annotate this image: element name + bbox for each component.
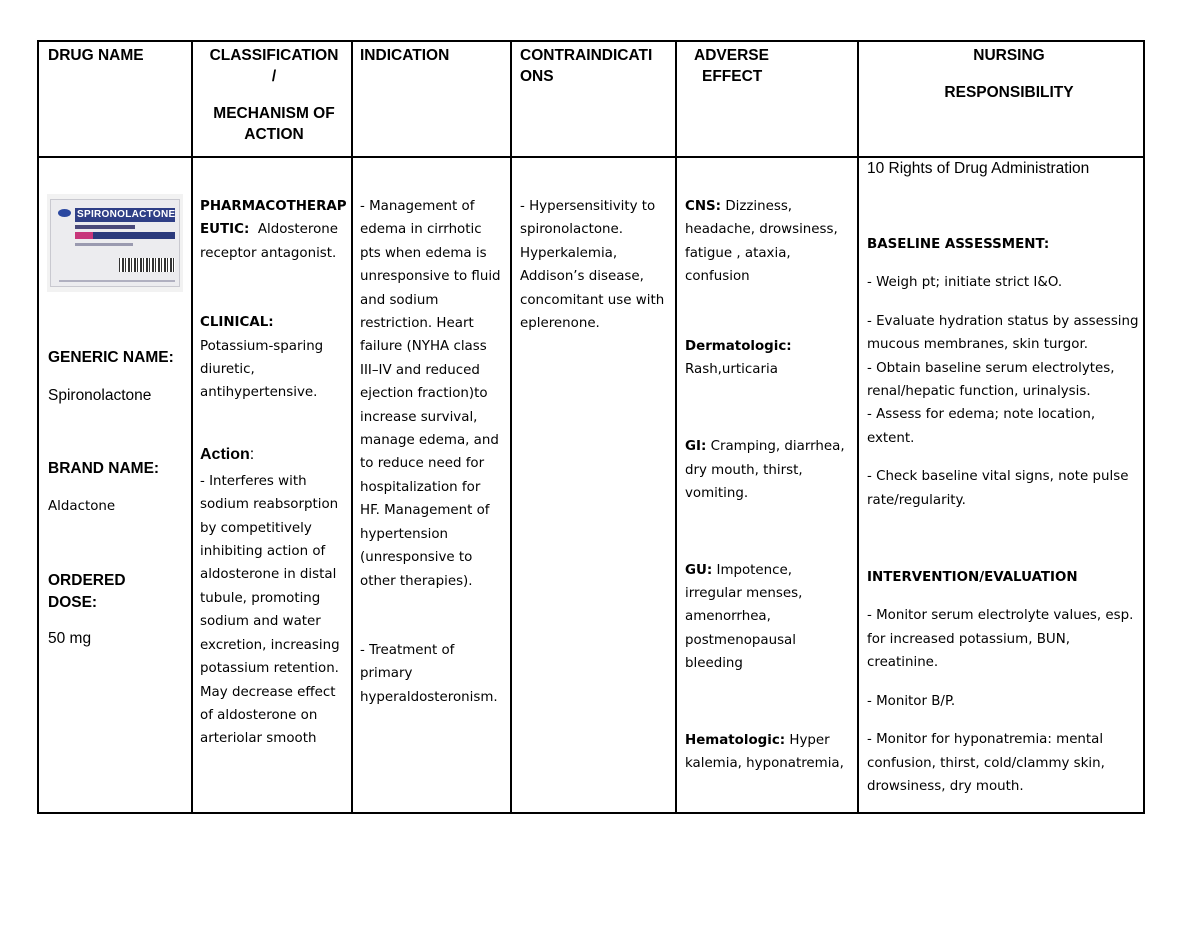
text-line: mucous membranes, skin turgor. <box>867 337 1088 353</box>
text-line: creatinine. <box>867 655 939 671</box>
header-text: CONTRAINDICATI <box>520 47 653 64</box>
cns-label: CNS: <box>685 199 722 214</box>
text-line: - Monitor for hyponatremia: mental <box>867 732 1104 748</box>
text-line: - Treatment of <box>360 642 455 658</box>
cns-value: Dizziness, <box>725 199 793 214</box>
gu-value <box>685 582 855 676</box>
text-line: HF. Management of <box>360 503 490 519</box>
text-line: headache, drowsiness, <box>685 222 838 238</box>
text-line: dry mouth, thirst, <box>685 462 803 478</box>
package-subline <box>75 225 135 229</box>
text-line: rate/regularity. <box>867 492 966 508</box>
text-line: sodium reabsorption <box>200 497 339 513</box>
text-line: May decrease effect <box>200 684 336 700</box>
intervention-item <box>867 604 1143 674</box>
text-line: manage edema, and <box>360 433 499 449</box>
contraindications-cell <box>520 195 674 335</box>
text-line: to reduce need for <box>360 456 485 472</box>
text-line: postmenopausal <box>685 632 796 648</box>
text-line: Potassium-sparing <box>200 338 324 354</box>
text-line: Hyperkalemia, <box>520 245 618 261</box>
ordered-dose-label: ORDERED <box>48 572 126 589</box>
text-line: unresponsive to fluid <box>360 269 501 285</box>
text-line: by competitively <box>200 520 312 536</box>
text-line: confusion, thirst, cold/clammy skin, <box>867 755 1105 771</box>
baseline-assessment-section <box>867 233 1143 798</box>
text-line: - Hypersensitivity to <box>520 199 656 214</box>
header-text: CLASSIFICATION <box>209 47 339 64</box>
header-drug-name <box>48 45 144 66</box>
text-line: edema in cirrhotic <box>360 222 482 238</box>
text-line: failure (NYHA class <box>360 339 487 355</box>
header-text: INDICATION <box>360 47 450 64</box>
text-line: extent. <box>867 430 915 446</box>
header-contraindications <box>520 45 652 87</box>
text-line: potassium retention. <box>200 661 339 677</box>
ordered-dose-block <box>48 570 126 650</box>
header-divider <box>39 156 1143 158</box>
text-line: - Monitor serum electrolyte values, esp. <box>867 608 1134 624</box>
package-footer-line <box>59 280 175 282</box>
hematologic-value <box>685 752 855 775</box>
text-line: irregular menses, <box>685 586 803 602</box>
header-text: RESPONSIBILITY <box>944 84 1074 101</box>
ten-rights-heading: 10 Rights of Drug Administration <box>867 160 1090 177</box>
drug-package <box>50 199 180 287</box>
header-text: NURSING <box>973 47 1045 64</box>
text-line: spironolactone. <box>520 222 623 238</box>
text-line: excretion, increasing <box>200 637 340 653</box>
pharmacotherapeutic-label: EUTIC: <box>200 222 250 238</box>
pharmacotherapeutic-value: Aldosterone <box>257 222 339 238</box>
text-line: diuretic, <box>200 362 255 378</box>
dermatologic-label: Dermatologic: <box>685 338 792 354</box>
header-text: ACTION <box>244 126 304 143</box>
text-line: confusion <box>685 269 750 285</box>
text-line: - Interferes with <box>200 473 307 489</box>
text-line: aldosterone in distal <box>200 567 337 583</box>
text-line: kalemia, hyponatremia, <box>685 756 844 772</box>
text-line: III–IV and reduced <box>360 362 480 378</box>
drug-package-image <box>47 194 183 292</box>
generic-name-block <box>48 347 174 407</box>
action-value <box>200 470 348 751</box>
generic-name-value: Spironolactone <box>48 387 152 404</box>
text-line: of aldosterone on <box>200 707 318 723</box>
dermatologic-value: Rash,urticaria <box>685 362 778 378</box>
text-line: antihypertensive. <box>200 385 318 401</box>
intervention-item: - Monitor B/P. <box>867 693 956 709</box>
gi-value <box>685 459 855 506</box>
gi-value: Cramping, diarrhea, <box>710 439 845 455</box>
text-line: amenorrhea, <box>685 609 771 625</box>
pharmacotherapeutic-value: receptor antagonist. <box>200 245 337 261</box>
text-line: - Obtain baseline serum electrolytes, <box>867 360 1115 376</box>
text-line: bleeding <box>685 656 743 672</box>
text-line: inhibiting action of <box>200 544 326 560</box>
header-text: DRUG NAME <box>48 47 144 64</box>
action-label: Action <box>200 445 250 463</box>
contraindications-text <box>520 195 674 335</box>
header-classification <box>199 45 349 145</box>
indication-cell <box>360 195 508 709</box>
text-line: arteriolar smooth <box>200 731 317 747</box>
text-line: - Management of <box>360 199 475 214</box>
text-line: other therapies). <box>360 573 473 589</box>
text-line: (unresponsive to <box>360 550 473 566</box>
intervention-evaluation-label: INTERVENTION/EVALUATION <box>867 570 1078 586</box>
ordered-dose-value: 50 mg <box>48 630 92 647</box>
gi-label: GI: <box>685 439 707 455</box>
barcode-icon <box>119 258 175 272</box>
header-indication <box>360 45 449 66</box>
text-line: - Evaluate hydration status by assessing <box>867 313 1139 329</box>
text-line: primary <box>360 666 413 682</box>
brand-name-block <box>48 458 159 518</box>
brand-name-value: Aldactone <box>48 499 116 514</box>
classification-cell <box>200 195 348 751</box>
text-line: - Assess for edema; note location, <box>867 407 1096 423</box>
header-adverse-effect <box>694 45 769 87</box>
text-line: for increased potassium, BUN, <box>867 631 1070 647</box>
pharmacotherapeutic-label: PHARMACOTHERAP <box>200 199 347 214</box>
text-line: Addison’s disease, <box>520 269 644 285</box>
adverse-effect-cell <box>685 195 855 776</box>
baseline-item <box>867 310 1143 450</box>
generic-name-label: GENERIC NAME: <box>48 349 174 366</box>
hematologic-label: Hematologic: <box>685 732 786 748</box>
intervention-item <box>867 728 1143 798</box>
cns-value <box>685 218 855 288</box>
action-label: : <box>249 445 255 463</box>
nursing-responsibility-cell <box>867 159 1143 798</box>
baseline-assessment-label: BASELINE ASSESSMENT: <box>867 237 1050 252</box>
package-text-line <box>75 243 133 246</box>
baseline-item: - Weigh pt; initiate strict I&O. <box>867 275 1063 291</box>
text-line: fatigue , ataxia, <box>685 245 791 261</box>
text-line: hospitalization for <box>360 479 481 495</box>
text-line: hypertension <box>360 526 449 542</box>
gu-label: GU: <box>685 562 713 578</box>
text-line: renal/hepatic function, urinalysis. <box>867 384 1091 400</box>
text-line: increase survival, <box>360 409 478 425</box>
drug-study-table <box>37 40 1145 814</box>
text-line: vomiting. <box>685 486 749 502</box>
text-line: - Check baseline vital signs, note pulse <box>867 469 1129 485</box>
baseline-item <box>867 465 1143 512</box>
text-line: eplerenone. <box>520 316 600 332</box>
text-line: ejection fraction)to <box>360 386 488 402</box>
header-text: MECHANISM OF <box>213 105 335 122</box>
header-text: ADVERSE <box>694 47 769 64</box>
text-line: concomitant use with <box>520 292 665 308</box>
text-line: sodium and water <box>200 614 321 630</box>
text-line: drowsiness, dry mouth. <box>867 778 1024 794</box>
header-text: ONS <box>520 68 554 85</box>
clinical-value <box>200 335 348 405</box>
header-text: / <box>271 68 277 85</box>
text-line: tubule, promoting <box>200 590 321 606</box>
manufacturer-logo-icon <box>58 209 71 217</box>
brand-name-label: BRAND NAME: <box>48 460 160 477</box>
text-line: and sodium <box>360 292 439 308</box>
gu-value: Impotence, <box>716 562 793 578</box>
text-line: pts when edema is <box>360 245 487 261</box>
ordered-dose-label: DOSE: <box>48 594 98 611</box>
indication-treatment <box>360 639 508 709</box>
text-line: restriction. Heart <box>360 316 474 332</box>
package-dose-band <box>75 232 175 239</box>
hematologic-value: Hyper <box>789 732 830 748</box>
indication-management <box>360 195 508 593</box>
header-nursing-responsibility <box>869 45 1149 103</box>
header-text: EFFECT <box>702 68 763 85</box>
package-label-text: SPIRONOLACTONE <box>77 209 176 220</box>
clinical-label: CLINICAL: <box>200 315 274 331</box>
text-line: hyperaldosteronism. <box>360 689 498 705</box>
